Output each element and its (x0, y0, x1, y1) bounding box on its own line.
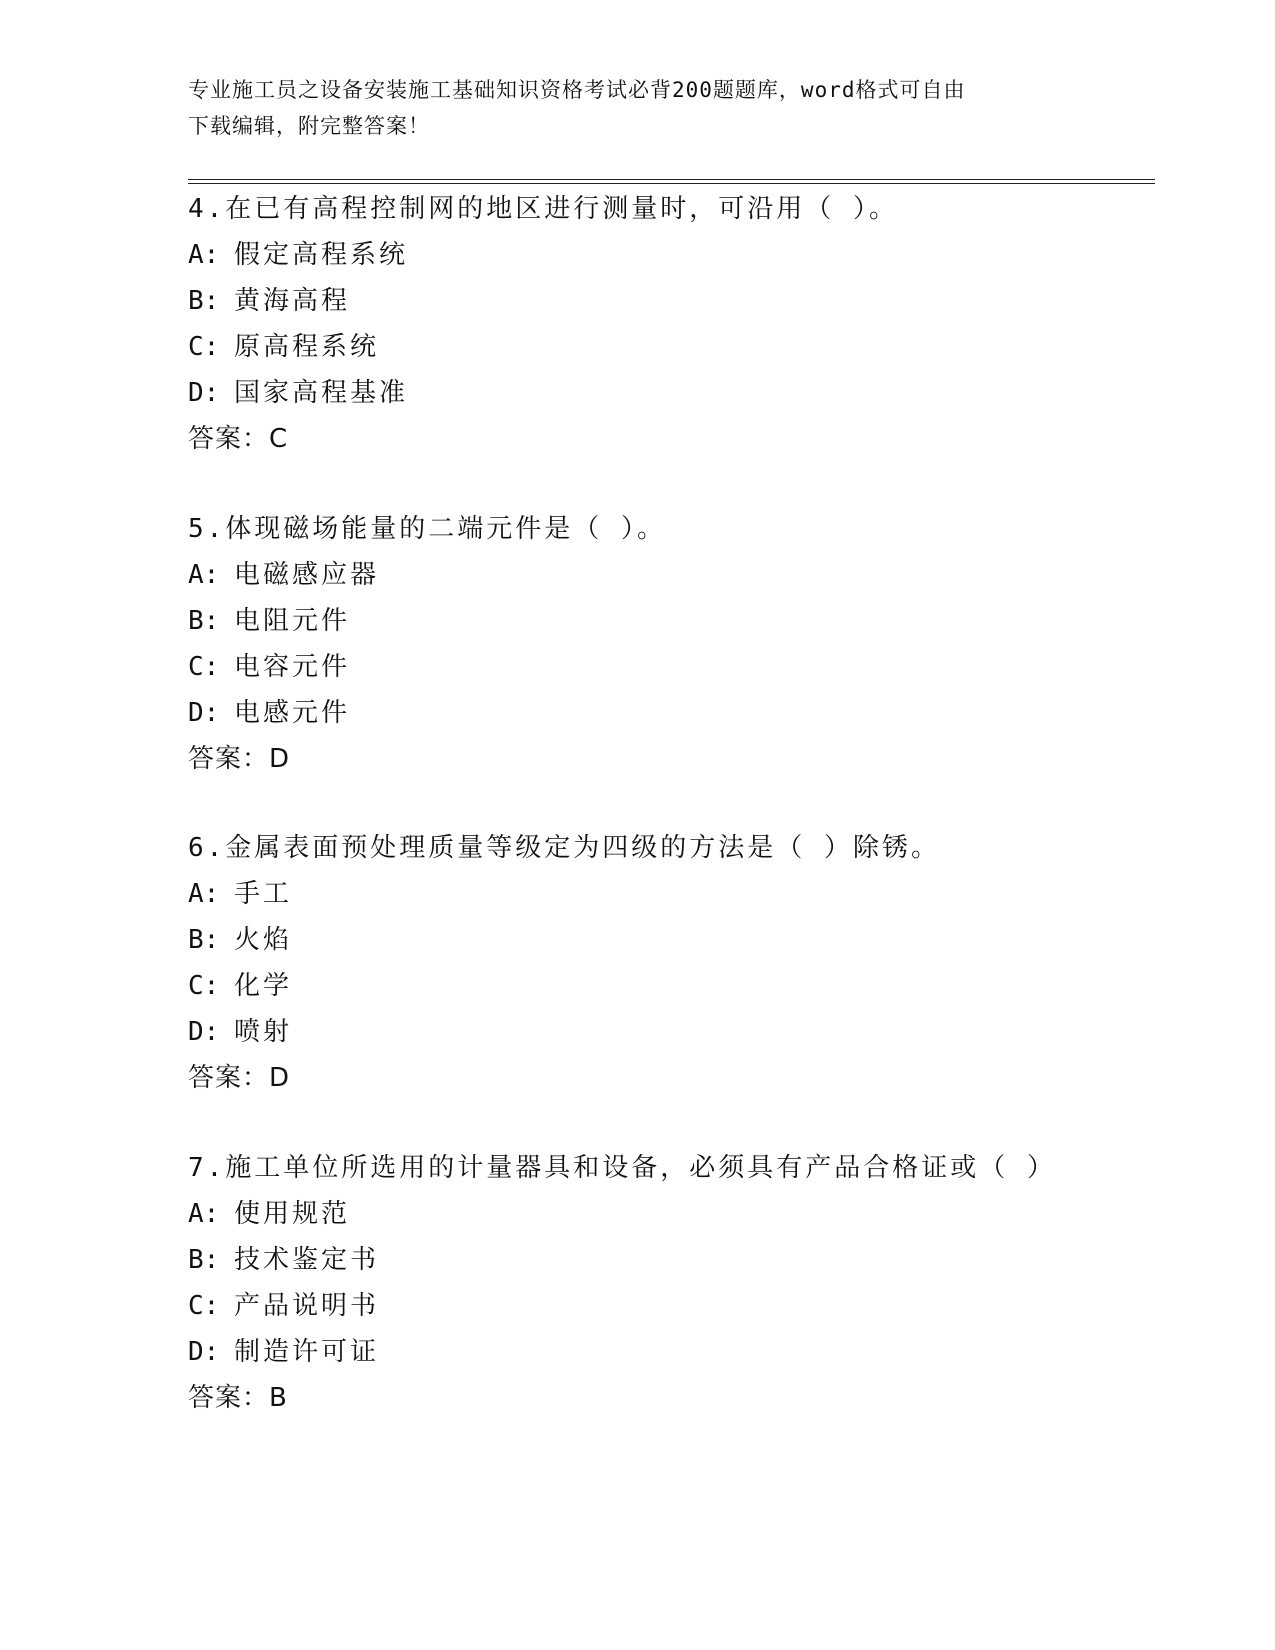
option-letter: A: (188, 240, 220, 270)
option-c (188, 324, 1148, 370)
option-letter: C: (188, 971, 220, 1001)
answer-line (188, 1375, 1148, 1421)
answer-label: 答案： (188, 744, 270, 774)
option-text: 电容元件 (234, 652, 351, 682)
question-block (188, 825, 1148, 1101)
option-text: 产品说明书 (234, 1291, 380, 1321)
option-letter: D: (188, 698, 220, 728)
option-c (188, 963, 1148, 1009)
option-d (188, 1009, 1148, 1055)
option-a (188, 232, 1148, 278)
option-d (188, 1329, 1148, 1375)
option-letter: B: (188, 286, 220, 316)
answer-label: 答案： (188, 424, 270, 454)
header-divider-top (188, 179, 1155, 180)
header-divider-bottom (188, 183, 1155, 184)
option-letter: C: (188, 1291, 220, 1321)
option-letter: A: (188, 879, 220, 909)
question-stem: 5.体现磁场能量的二端元件是（ ）。 (188, 514, 666, 544)
option-c (188, 1283, 1148, 1329)
option-text: 电磁感应器 (234, 560, 380, 590)
option-b (188, 278, 1148, 324)
option-text: 假定高程系统 (234, 240, 409, 270)
question-block (188, 1145, 1148, 1421)
answer-label: 答案： (188, 1383, 270, 1413)
option-b (188, 1237, 1148, 1283)
option-text: 电感元件 (234, 698, 351, 728)
option-text: 手工 (234, 879, 293, 909)
option-letter: B: (188, 925, 220, 955)
option-d (188, 690, 1148, 736)
answer-value: C (269, 424, 289, 454)
option-text: 电阻元件 (234, 606, 351, 636)
option-letter: D: (188, 1017, 220, 1047)
option-a (188, 552, 1148, 598)
answer-value: D (269, 1063, 291, 1093)
option-text: 使用规范 (234, 1199, 351, 1229)
question-stem: 6.金属表面预处理质量等级定为四级的方法是（ ）除锈。 (188, 833, 940, 863)
document-header (188, 72, 1088, 144)
option-letter: B: (188, 1245, 220, 1275)
header-line-2: 下载编辑，附完整答案！ (188, 114, 430, 138)
answer-line (188, 416, 1148, 462)
answer-value: D (269, 744, 291, 774)
question-stem: 7.施工单位所选用的计量器具和设备，必须具有产品合格证或（ ） (188, 1153, 1056, 1183)
option-letter: A: (188, 560, 220, 590)
option-text: 喷射 (234, 1017, 293, 1047)
option-letter: A: (188, 1199, 220, 1229)
question-stem: 4.在已有高程控制网的地区进行测量时，可沿用（ ）。 (188, 194, 898, 224)
answer-line (188, 1055, 1148, 1101)
option-text: 原高程系统 (234, 332, 380, 362)
option-text: 国家高程基准 (234, 378, 409, 408)
option-letter: D: (188, 1337, 220, 1367)
option-d (188, 370, 1148, 416)
answer-label: 答案： (188, 1063, 270, 1093)
option-c (188, 644, 1148, 690)
option-letter: C: (188, 332, 220, 362)
option-b (188, 598, 1148, 644)
option-letter: C: (188, 652, 220, 682)
option-b (188, 917, 1148, 963)
question-block (188, 506, 1148, 782)
option-letter: B: (188, 606, 220, 636)
answer-line (188, 736, 1148, 782)
option-text: 化学 (234, 971, 293, 1001)
header-line-1: 专业施工员之设备安装施工基础知识资格考试必背200题题库，word格式可自由 (188, 78, 966, 102)
option-a (188, 1191, 1148, 1237)
option-text: 制造许可证 (234, 1337, 380, 1367)
question-block (188, 186, 1148, 462)
answer-value: B (269, 1383, 288, 1413)
option-text: 技术鉴定书 (234, 1245, 380, 1275)
option-text: 火焰 (234, 925, 293, 955)
option-text: 黄海高程 (234, 286, 351, 316)
option-letter: D: (188, 378, 220, 408)
option-a (188, 871, 1148, 917)
